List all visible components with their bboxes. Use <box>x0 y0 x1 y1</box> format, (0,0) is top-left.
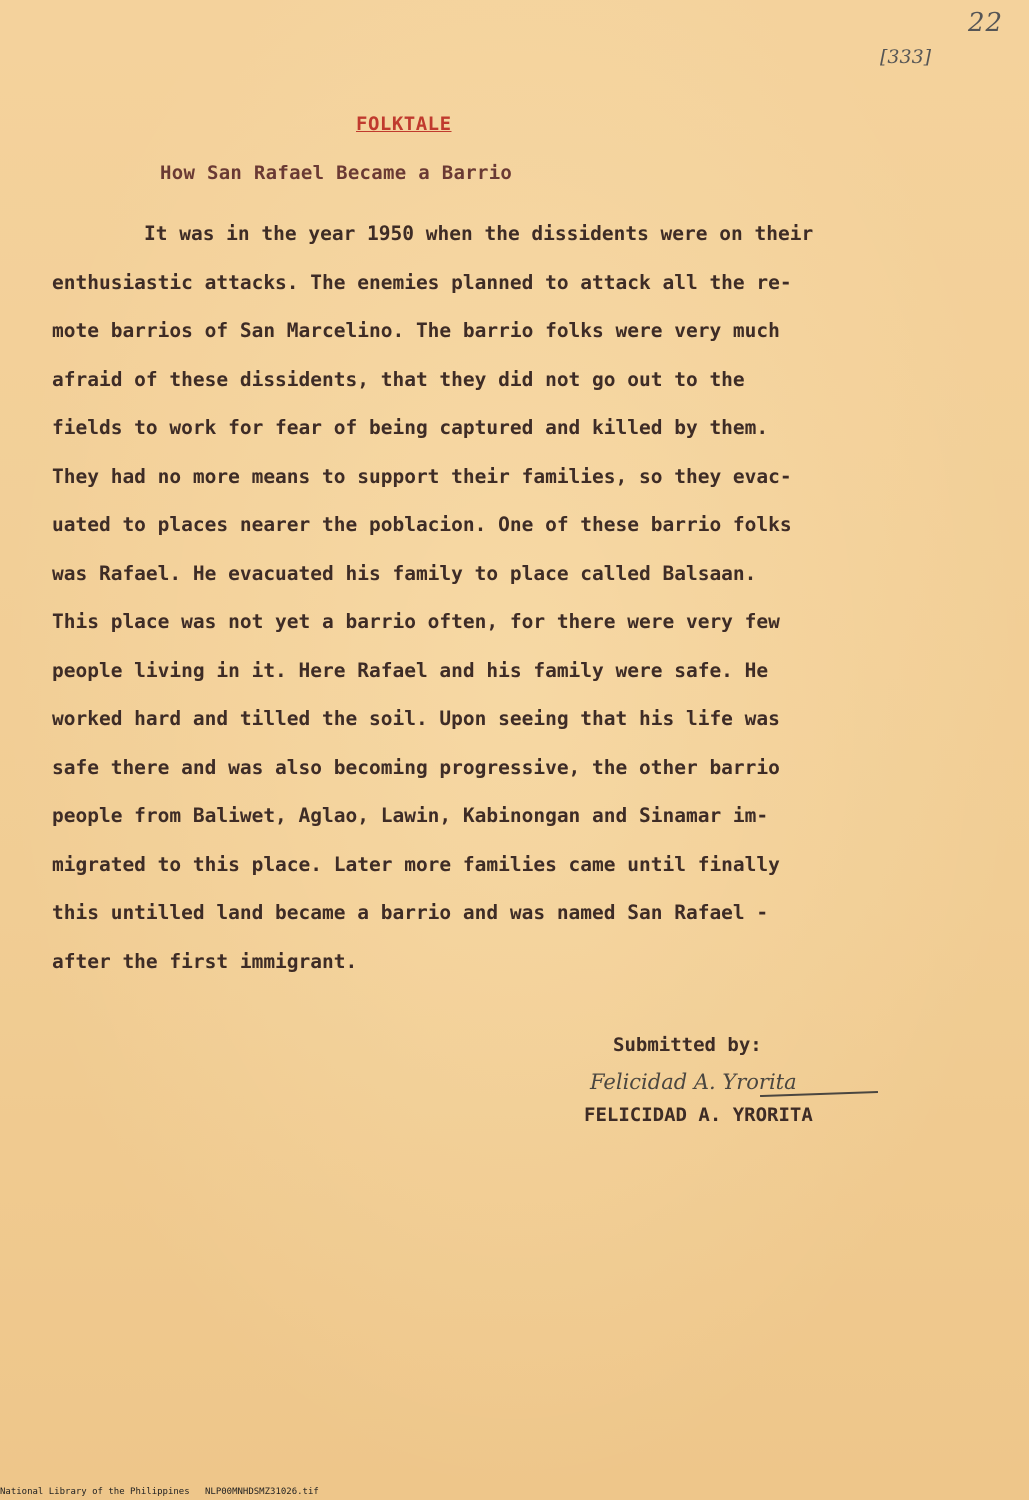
body-line: afraid of these dissidents, that they did not go out to the <box>52 367 745 391</box>
story-body <box>52 210 992 986</box>
handwritten-signature: Felicidad A. Yrorita <box>590 1070 797 1094</box>
footer-filename: NLP00MNHDSMZ31026.tif <box>205 1487 319 1497</box>
file-number: [333] <box>880 46 932 68</box>
document-heading: FOLKTALE <box>356 113 452 135</box>
body-line: was Rafael. He evacuated his family to place called Balsaan. <box>52 561 757 585</box>
footer-source: National Library of the Philippines <box>0 1487 190 1497</box>
body-line: They had no more means to support their families, so they evac- <box>52 464 792 488</box>
body-line: It was in the year 1950 when the dissidents were on their <box>144 222 814 245</box>
body-line: enthusiastic attacks. The enemies planned to attack all the re- <box>52 270 792 294</box>
submitted-by-label: Submitted by: <box>613 1034 762 1056</box>
story-title: How San Rafael Became a Barrio <box>160 162 513 184</box>
body-line: fields to work for fear of being captured and killed by them. <box>52 416 769 439</box>
page-number: 22 <box>968 8 1004 38</box>
body-line: worked hard and tilled the soil. Upon seeing that his life was <box>52 707 780 730</box>
body-line: mote barrios of San Marcelino. The barrio folks were very much <box>52 319 780 342</box>
body-line: this untilled land became a barrio and was named San Rafael - <box>52 901 769 924</box>
body-line: safe there and was also becoming progressive, the other barrio <box>52 755 780 779</box>
body-line: migrated to this place. Later more families came until finally <box>52 852 780 876</box>
body-line: after the first immigrant. <box>52 949 358 973</box>
body-line: people from Baliwet, Aglao, Lawin, Kabinongan and Sinamar im- <box>52 804 769 827</box>
body-line: This place was not yet a barrio often, for there were very few <box>52 610 780 633</box>
body-line: uated to places nearer the poblacion. One of these barrio folks <box>52 513 792 536</box>
body-line: people living in it. Here Rafael and his family were safe. He <box>52 658 769 682</box>
submitter-name: FELICIDAD A. YRORITA <box>584 1104 813 1126</box>
